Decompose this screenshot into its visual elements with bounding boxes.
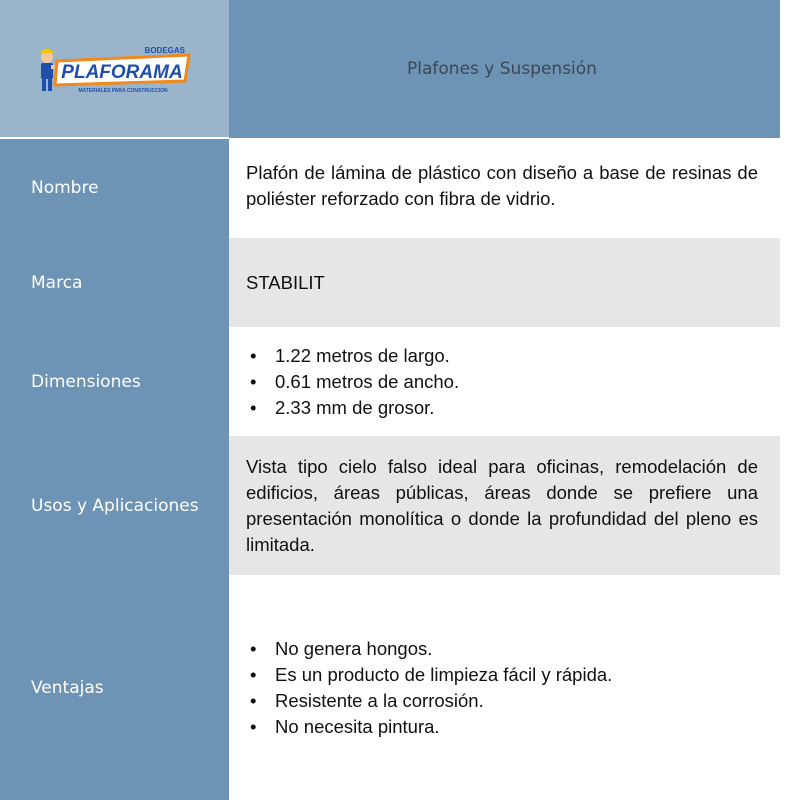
list-item: • Resistente a la corrosión. (246, 688, 758, 714)
value-marca (229, 238, 780, 327)
list-item: • 1.22 metros de largo. (246, 343, 758, 369)
ventajas-list (246, 636, 758, 740)
label-ventajas (0, 575, 229, 800)
label-usos (0, 436, 229, 575)
label-dimensiones (0, 327, 229, 436)
logo-top-text: BODEGAS (144, 46, 185, 55)
label-nombre-text: Nombre (31, 178, 99, 198)
label-usos-text: Usos y Aplicaciones (31, 495, 199, 516)
logo-cell (0, 0, 229, 138)
value-marca-text: STABILIT (246, 271, 325, 293)
list-item: • 2.33 mm de grosor. (246, 395, 758, 421)
value-nombre-text: Plafón de lámina de plástico con diseño a base de resinas de poliéster reforzado con fibra de vidrio. (246, 162, 758, 209)
label-dimensiones-text: Dimensiones (31, 371, 141, 392)
header-title-cell (229, 0, 780, 138)
value-usos (229, 436, 780, 575)
logo-tagline: MATERIALES PARA CONSTRUCCION (77, 88, 168, 94)
list-item: • Es un producto de limpieza fácil y rápida. (246, 662, 758, 688)
dimensiones-list (246, 343, 758, 421)
label-marca (0, 238, 229, 327)
value-nombre (229, 138, 780, 238)
list-item: • No necesita pintura. (246, 714, 758, 740)
row-divider (0, 137, 229, 139)
value-dimensiones (229, 327, 780, 436)
value-usos-text: Vista tipo cielo falso ideal para oficinas, remodelación de edificios, áreas públicas, áreas donde se prefiere una presentación monolítica o donde la profundidad del pleno es limitada. (246, 455, 758, 555)
label-nombre (0, 138, 229, 238)
logo-brand-text: PLAFORAMA (60, 62, 183, 83)
page-title: Plafones y Suspensión (407, 59, 597, 79)
plaforama-logo (35, 39, 195, 99)
label-marca-text: Marca (31, 272, 83, 293)
value-ventajas (229, 575, 780, 800)
list-item: • No genera hongos. (246, 636, 758, 662)
label-ventajas-text: Ventajas (31, 677, 104, 698)
list-item: • 0.61 metros de ancho. (246, 369, 758, 395)
